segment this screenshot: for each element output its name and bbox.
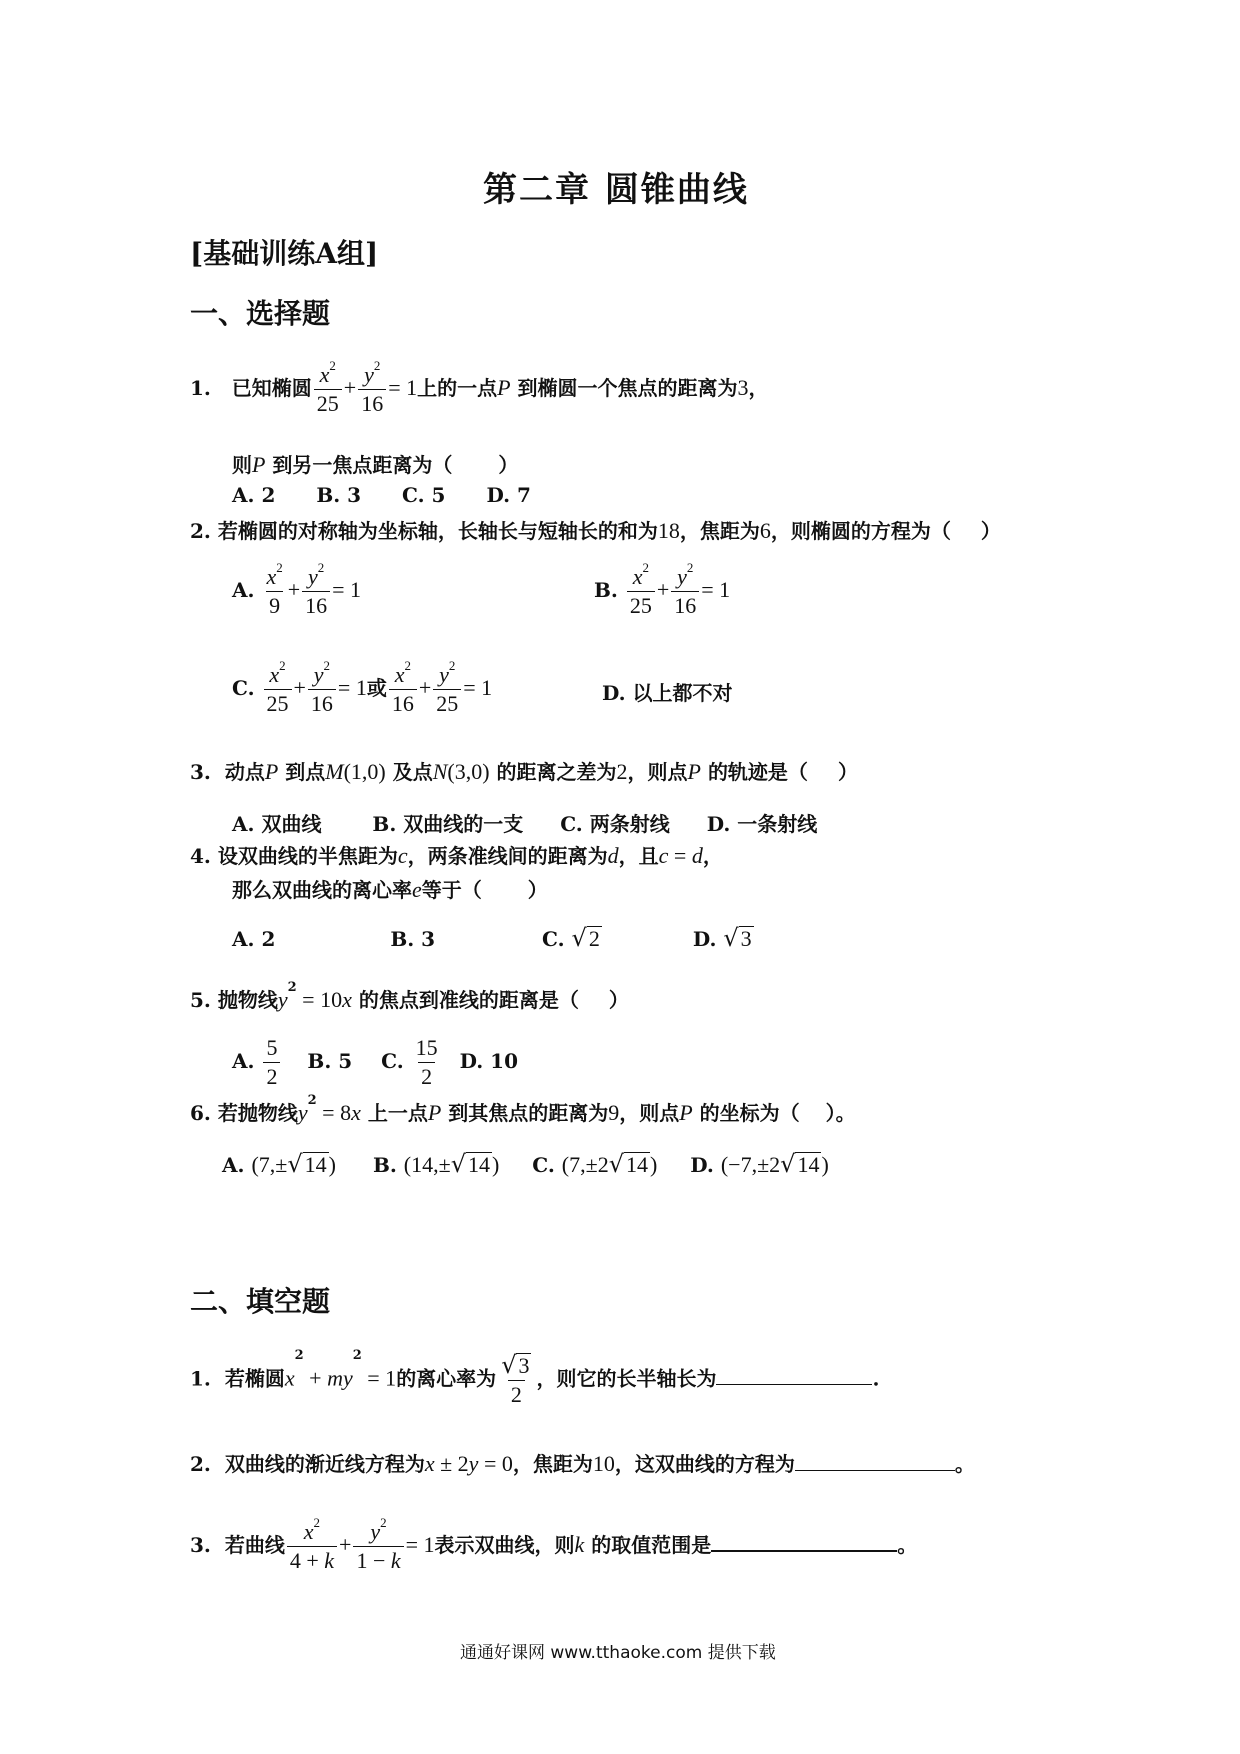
option-b: B. 双曲线的一支 [372,812,524,836]
question-5: 5. 抛物线$y^2 = 10x$ 的焦点到准线的距离是（ ） [190,980,629,1012]
question-number: 4. [190,844,211,868]
option-c: C. [542,927,565,951]
question-1-options [232,483,531,507]
fill-question-1: 1. 若椭圆$x^2 + my^2 = 1$的离心率为 $\frac{√3}{2}$ ，则它的长半轴长为 . [190,1348,880,1408]
question-1: 1. 已知椭圆 $\frac{x^2}{25}$ + $\frac{y^2}{16}$ = 1上的一点P 到椭圆一个焦点的距离为3， [190,358,769,417]
question-3: 3. 动点P 到点M(1,0) 及点N(3,0) 的距离之差为2，则点P 的轨迹是（ ） [190,759,858,784]
question-number: 6. [190,1101,211,1125]
option-d: D. 10 [459,1049,518,1074]
fill-question-3: 3. 若曲线 $\frac{x^2}{4 + k}$ + $\frac{y^2}{1 - k}$ = 1表示双曲线，则k 的取值范围是 。 [190,1515,918,1574]
option-a: A. [222,1153,245,1177]
question-number: 2. [190,519,211,543]
group-label: [基础训练A组] [190,237,379,270]
page-title: 第二章 圆锥曲线 [483,170,749,210]
option-d: D. 7 [486,483,531,507]
option-a: A. 2 [232,927,276,951]
question-1-line2: 则P 到另一焦点距离为（ ） [232,452,519,477]
option-c: C. [381,1049,404,1074]
question-number: 3. [190,760,211,784]
option-b: B. 5 [307,1049,353,1074]
question-6-options: A. (7,±√14) B. (14,±√14) C. (7,±2√14) D. (−7,±2√14) [222,1150,829,1178]
question-number: 2. [190,1452,211,1476]
option-c: C. 5 [402,483,446,507]
section-choice-heading: 一、选择题 [190,297,331,330]
option-b: B. [372,1153,397,1177]
question-number: 3. [190,1533,211,1558]
question-2-option-a: A. $\frac{x^2}{9}$ + $\frac{y^2}{16}$ = 1 [232,560,362,619]
option-d: D. [690,1153,714,1177]
option-a: A. 2 [232,483,276,507]
option-d: D. [692,927,717,951]
fill-question-2: 2. 双曲线的渐近线方程为x ± 2y = 0，焦距为10，这双曲线的方程为 。 [190,1451,975,1476]
option-c: C. [532,1153,555,1177]
question-4: 4. 设双曲线的半焦距为c，两条准线间的距离为d，且c = d， [190,843,723,868]
question-2-option-c: C. $\frac{x^2}{25}$ + $\frac{y^2}{16}$ = 1或 $\frac{x^2}{16}$ + $\frac{y^2}{25}$ = 1 [232,658,493,717]
question-2-option-d: D. 以上都不对 [602,681,733,705]
footer-text: 通通好课网 www.tthaoke.com 提供下载 [460,1643,776,1663]
option-b: B. 3 [390,927,436,951]
question-5-options: A. $\frac{5}{2}$ B. 5 C. $\frac{15}{2}$ D. 10 [232,1035,518,1090]
question-2-option-b: B. $\frac{x^2}{25}$ + $\frac{y^2}{16}$ = 1 [594,560,731,619]
section-fill-heading: 二、填空题 [190,1285,331,1318]
question-3-options [232,808,817,837]
option-c: C. 两条射线 [560,812,670,836]
option-b: B. 3 [316,483,362,507]
question-4-options: A. 2 B. 3 C. √2 D. √3 [232,924,752,952]
option-d: D. 一条射线 [706,812,818,836]
question-4-line2: 那么双曲线的离心率e等于（ ） [232,877,548,902]
question-text: 已知椭圆 [231,376,312,401]
question-number: 1. [190,376,211,401]
question-number: 5. [190,988,211,1012]
option-a: A. 双曲线 [232,812,322,836]
question-2: 2. 若椭圆的对称轴为坐标轴，长轴长与短轴长的和为18，焦距为6，则椭圆的方程为（ ） [190,518,1001,543]
question-6: 6. 若抛物线$y^2 = 8x$ 上一点P 到其焦点的距离为9，则点P 的坐标为（ ）。 [190,1093,856,1125]
option-a: A. [232,1049,255,1074]
question-number: 1. [190,1366,211,1391]
